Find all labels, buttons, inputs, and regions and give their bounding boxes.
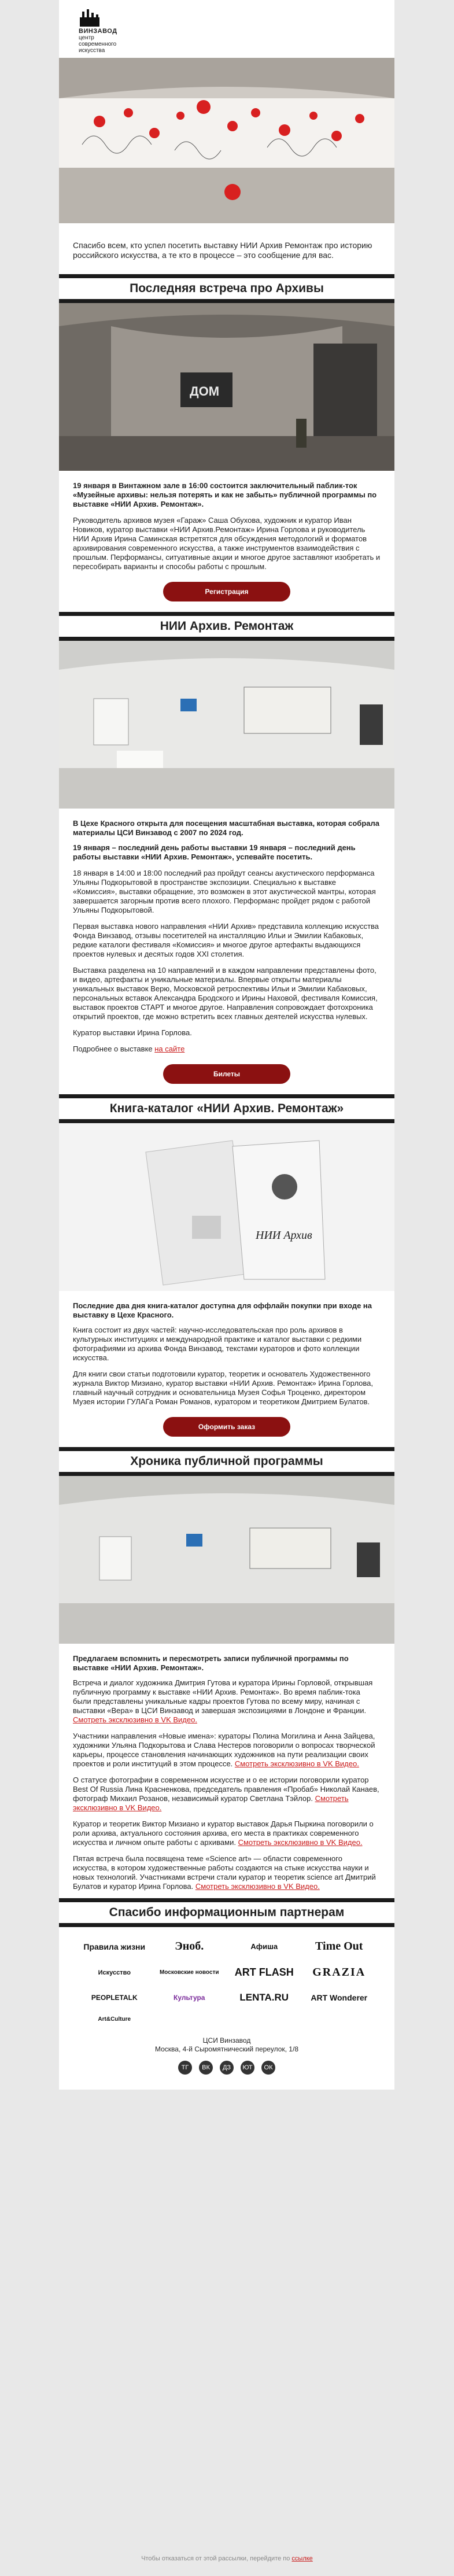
exhibition-curator: Куратор выставки Ирина Горлова.: [73, 1028, 192, 1037]
catalog-p2: Для книги свои статьи подготовили куратор, теоретик и основатель Художественного журнала Виктор Мизиано, куратор выставки «НИИ Архив. Ремонтаж» Ирина Горлова, главный научный сотрудник и основательница Музея Софья Троценко, директором Музея истории ГУЛАГа Роман Романов, куратором и теоретиком Дмитрием Булатов.: [73, 1370, 374, 1406]
register-button[interactable]: Регистрация: [163, 582, 290, 601]
order-button[interactable]: Оформить заказ: [163, 1417, 290, 1437]
intro-text: Спасибо всем, кто успел посетить выставку НИИ Архив Ремонтаж про историю российского искусства, а те кто в процессе – это сообщение для вас.: [73, 241, 372, 260]
partner-logo[interactable]: LENTA.RU: [239, 1992, 289, 2003]
archives-desc: Руководитель архивов музея «Гараж» Саша Обухова, художник и куратор Иван Новиков, куратор выставки «НИИ Архив.Ремонтаж» Ирина Горлова и руководитель НИИ Архив Ирина Саминская встретятся для обсуждения методологий и форматов архивирования современного искусства, а также инструментов взаимодействия с прошлым. Перформансы, ситуативные акции и многое другое заставляют изобретать и пересобирать варианты и способы работы с прошлым.: [73, 516, 381, 571]
section-title-exhibition: НИИ Архив. Ремонтаж: [59, 615, 394, 638]
partner-logo[interactable]: Афиша: [250, 1942, 278, 1951]
chronicle-p3: О статусе фотографии в современном искусстве и о ее истории поговорили куратор Best Of Russia Лина Красненкова, председатель правления «Пробаб» Николай Канаев, фотограф Михаил Розанов, независимый куратор Светлана Тэйлор. Смотреть эксклюзивно в VK Видео.: [73, 1776, 379, 1812]
partner-logo[interactable]: Art&Culture: [98, 2016, 131, 2023]
section-title-band: [59, 612, 394, 641]
catalog-text: [59, 1326, 394, 1407]
archives-photo: [59, 303, 394, 471]
social-links: [59, 2056, 394, 2090]
vk-video-link-5[interactable]: Смотреть эксклюзивно в VK Видео.: [195, 1882, 320, 1891]
unsubscribe-line: Чтобы отказаться от этой рассылки, перейдите по ссылке: [141, 2555, 313, 2562]
footer-address: Москва, 4-й Сыромятнический переулок, 1/8: [154, 2045, 298, 2053]
partner-logo[interactable]: Time Out: [315, 1940, 363, 1953]
footer: [59, 2028, 394, 2056]
partner-logo[interactable]: PEOPLETALK: [91, 1994, 138, 2002]
exhibition-p2: 18 января в 14:00 и 18:00 последний раз пройдут сеансы акустического перформанса Ульяны Подкорытовой в пространстве экспозиции. Специально к выставке «Комиссия», выставки обращение, это возможен в этот акустической мантры, которая завершается загорным против всего плохого. Перформанс пройдет рядом с работой Ульяны Подкорытовой.: [73, 869, 376, 914]
vk-video-link-3[interactable]: Смотреть эксклюзивно в VK Видео.: [73, 1794, 349, 1812]
exhibition-p4: Выставка разделена на 10 направлений и в каждом направлении представлены фото, и видео, артефакты и уникальные материалы. Впервые открыты материалы уникальных выставок Верю, Московской ретроспективы Ильи и Эмилии Кабаковых, персональных вставок Александра Бродского и Ирины Наховой, фестиваля Комиссия, выставок проектов СТАРТ и многое другое. Направления сопровождает фотохроника открытий проектов, где можно встретить всех главных деятелей искусства нулевых.: [73, 966, 378, 1021]
partners-grid: [59, 1927, 394, 2028]
archives-lead: 19 января в Винтажном зале в 16:00 состоится заключительный паблик-ток «Музейные архивы: нельзя потерять и как не забыть» публичной программы по выставке «НИИ Архив. Ремонтаж».: [73, 481, 377, 508]
chronicle-text: [59, 1678, 394, 1891]
exhibition-photo: [59, 641, 394, 809]
section-title-archives: Последняя встреча про Архивы: [59, 277, 394, 300]
chronicle-p5: Пятая встреча была посвящена теме «Science art» — области современного искусства, в котором художественные работы создаются на стыке искусства науки и новых технологий. Участниками встречи стали куратор и теоретик science art Дмитрий Булатов и куратор Ирина Горлова. Смотреть эксклюзивно в VK Видео.: [73, 1854, 376, 1891]
section-title-band: [59, 1447, 394, 1476]
chronicle-p1: Встреча и диалог художника Дмитрия Гутова и куратора Ирины Горловой, открывшая публичную программу к выставке «НИИ Архив. Ремонтаж». Во время паблик-тока были представлены уникальные кадры проектов Гутова по всему миру, начиная с выставки «Вера» в ЦСИ Винзавод и завершая экспозициями в Лондоне и Франции. Смотреть эксклюзивно в VK Видео.: [73, 1678, 373, 1724]
section-title-partners: Спасибо информационным партнерам: [59, 1901, 394, 1924]
hero-photo: [59, 58, 394, 223]
ok-icon[interactable]: ОК: [261, 2061, 275, 2075]
unsubscribe-link[interactable]: ссылке: [291, 2555, 313, 2562]
email-body: [59, 0, 394, 2090]
section-title-band: [59, 1898, 394, 1927]
logo[interactable]: [59, 0, 394, 58]
chronicle-p2: Участники направления «Новые имена»: кураторы Полина Могилина и Анна Зайцева, художники Ульяна Подкорытова и Слава Нестеров поговорили о вопросах творческой карьеры, процессе становления начинающих художников на пути реализации своих проектов и роли институций в этом процессе. Смотреть эксклюзивно в VK Видео.: [73, 1732, 375, 1768]
catalog-photo: [59, 1123, 394, 1291]
partner-logo[interactable]: ART FLASH: [234, 1966, 294, 1978]
partner-logo[interactable]: GRAZIA: [312, 1966, 366, 1979]
chronicle-lead: Предлагаем вспомнить и пересмотреть записи публичной программы по выставке «НИИ Архив. Ремонтаж».: [73, 1654, 349, 1672]
logo-brand: ВИНЗАВОД: [79, 28, 117, 35]
logo-sub-2: современного: [79, 41, 117, 47]
section-title-band: [59, 1094, 394, 1123]
tickets-button[interactable]: Билеты: [163, 1064, 290, 1084]
vk-video-link-4[interactable]: Смотреть эксклюзивно в VK Видео.: [238, 1838, 363, 1847]
footer-org: ЦСИ Винзавод: [202, 2036, 251, 2044]
archives-text: [59, 471, 394, 571]
vk-video-link-2[interactable]: Смотреть эксклюзивно в VK Видео.: [234, 1759, 359, 1768]
logo-sub-3: искусства: [79, 47, 105, 54]
partner-logo[interactable]: Культура: [174, 1994, 205, 2002]
partner-logo[interactable]: Московские новости: [159, 1969, 219, 1976]
exhibition-more: Подробнее о выставке на сайте: [73, 1045, 185, 1053]
youtube-icon[interactable]: ЮТ: [241, 2061, 254, 2075]
section-title-catalog: Книга-каталог «НИИ Архив. Ремонтаж»: [59, 1097, 394, 1120]
exhibition-p3: Первая выставка нового направления «НИИ Архив» представила коллекцию искусства Фонда Винзавод, отзывы посетителей на инсталляцию Ильи и Эмилии Кабаковых, редкие каталоги фестиваля «Комиссия» и многое другое артефакты выдающихся проектов нулевых и десятых годов XXI столетия.: [73, 922, 379, 958]
chronicle-photo: [59, 1476, 394, 1644]
site-link[interactable]: на сайте: [154, 1045, 185, 1053]
svg-text:НИИ Архив: НИИ Архив: [256, 1229, 312, 1242]
exhibition-lead: В Цехе Красного открыта для посещения масштабная выставка, которая собрала материалы ЦСИ Винзавод с 2007 по 2024 год.: [73, 819, 379, 837]
telegram-icon[interactable]: ТГ: [178, 2061, 192, 2075]
svg-text:ДОМ: ДОМ: [190, 384, 220, 398]
vk-icon[interactable]: ВК: [199, 2061, 213, 2075]
chronicle-p4: Куратор и теоретик Виктор Мизиано и куратор выставок Дарья Пыркина поговорили о роли архива, актуального состояния архива, его места в практиках современного искусства и личном опыте работы с архивами. Смотреть эксклюзивно в VK Видео.: [73, 1820, 374, 1847]
section-title-chronicle: Хроника публичной программы: [59, 1450, 394, 1473]
catalog-lead: Последние два дня книга-каталог доступна для оффлайн покупки при входе на выставку в Цехе Красного.: [73, 1301, 372, 1319]
partner-logo[interactable]: Эноб.: [175, 1940, 204, 1953]
catalog-p1: Книга состоит из двух частей: научно-исследовательская про роль архивов в культурных институциях и международной практике и каталог выставки с редкими фотографиями из архива Фонда Винзавод, текстами кураторов и фото коллекции искусства.: [73, 1326, 362, 1362]
section-title-band: [59, 274, 394, 303]
vk-video-link-1[interactable]: Смотреть эксклюзивно в VK Видео.: [73, 1715, 197, 1724]
exhibition-p1: 19 января – последний день работы выставки 19 января – последний день работы выставки «НИИ Архив. Ремонтаж», успевайте посетить.: [73, 843, 356, 861]
partner-logo[interactable]: ART Wonderer: [311, 1993, 368, 2002]
vinzavod-logo-icon: [79, 9, 101, 27]
exhibition-text: [59, 843, 394, 1054]
dzen-icon[interactable]: ДЗ: [220, 2061, 234, 2075]
partner-logo[interactable]: Искусство: [98, 1969, 131, 1976]
logo-sub-1: центр: [79, 35, 94, 41]
partner-logo[interactable]: Правила жизни: [83, 1942, 146, 1951]
